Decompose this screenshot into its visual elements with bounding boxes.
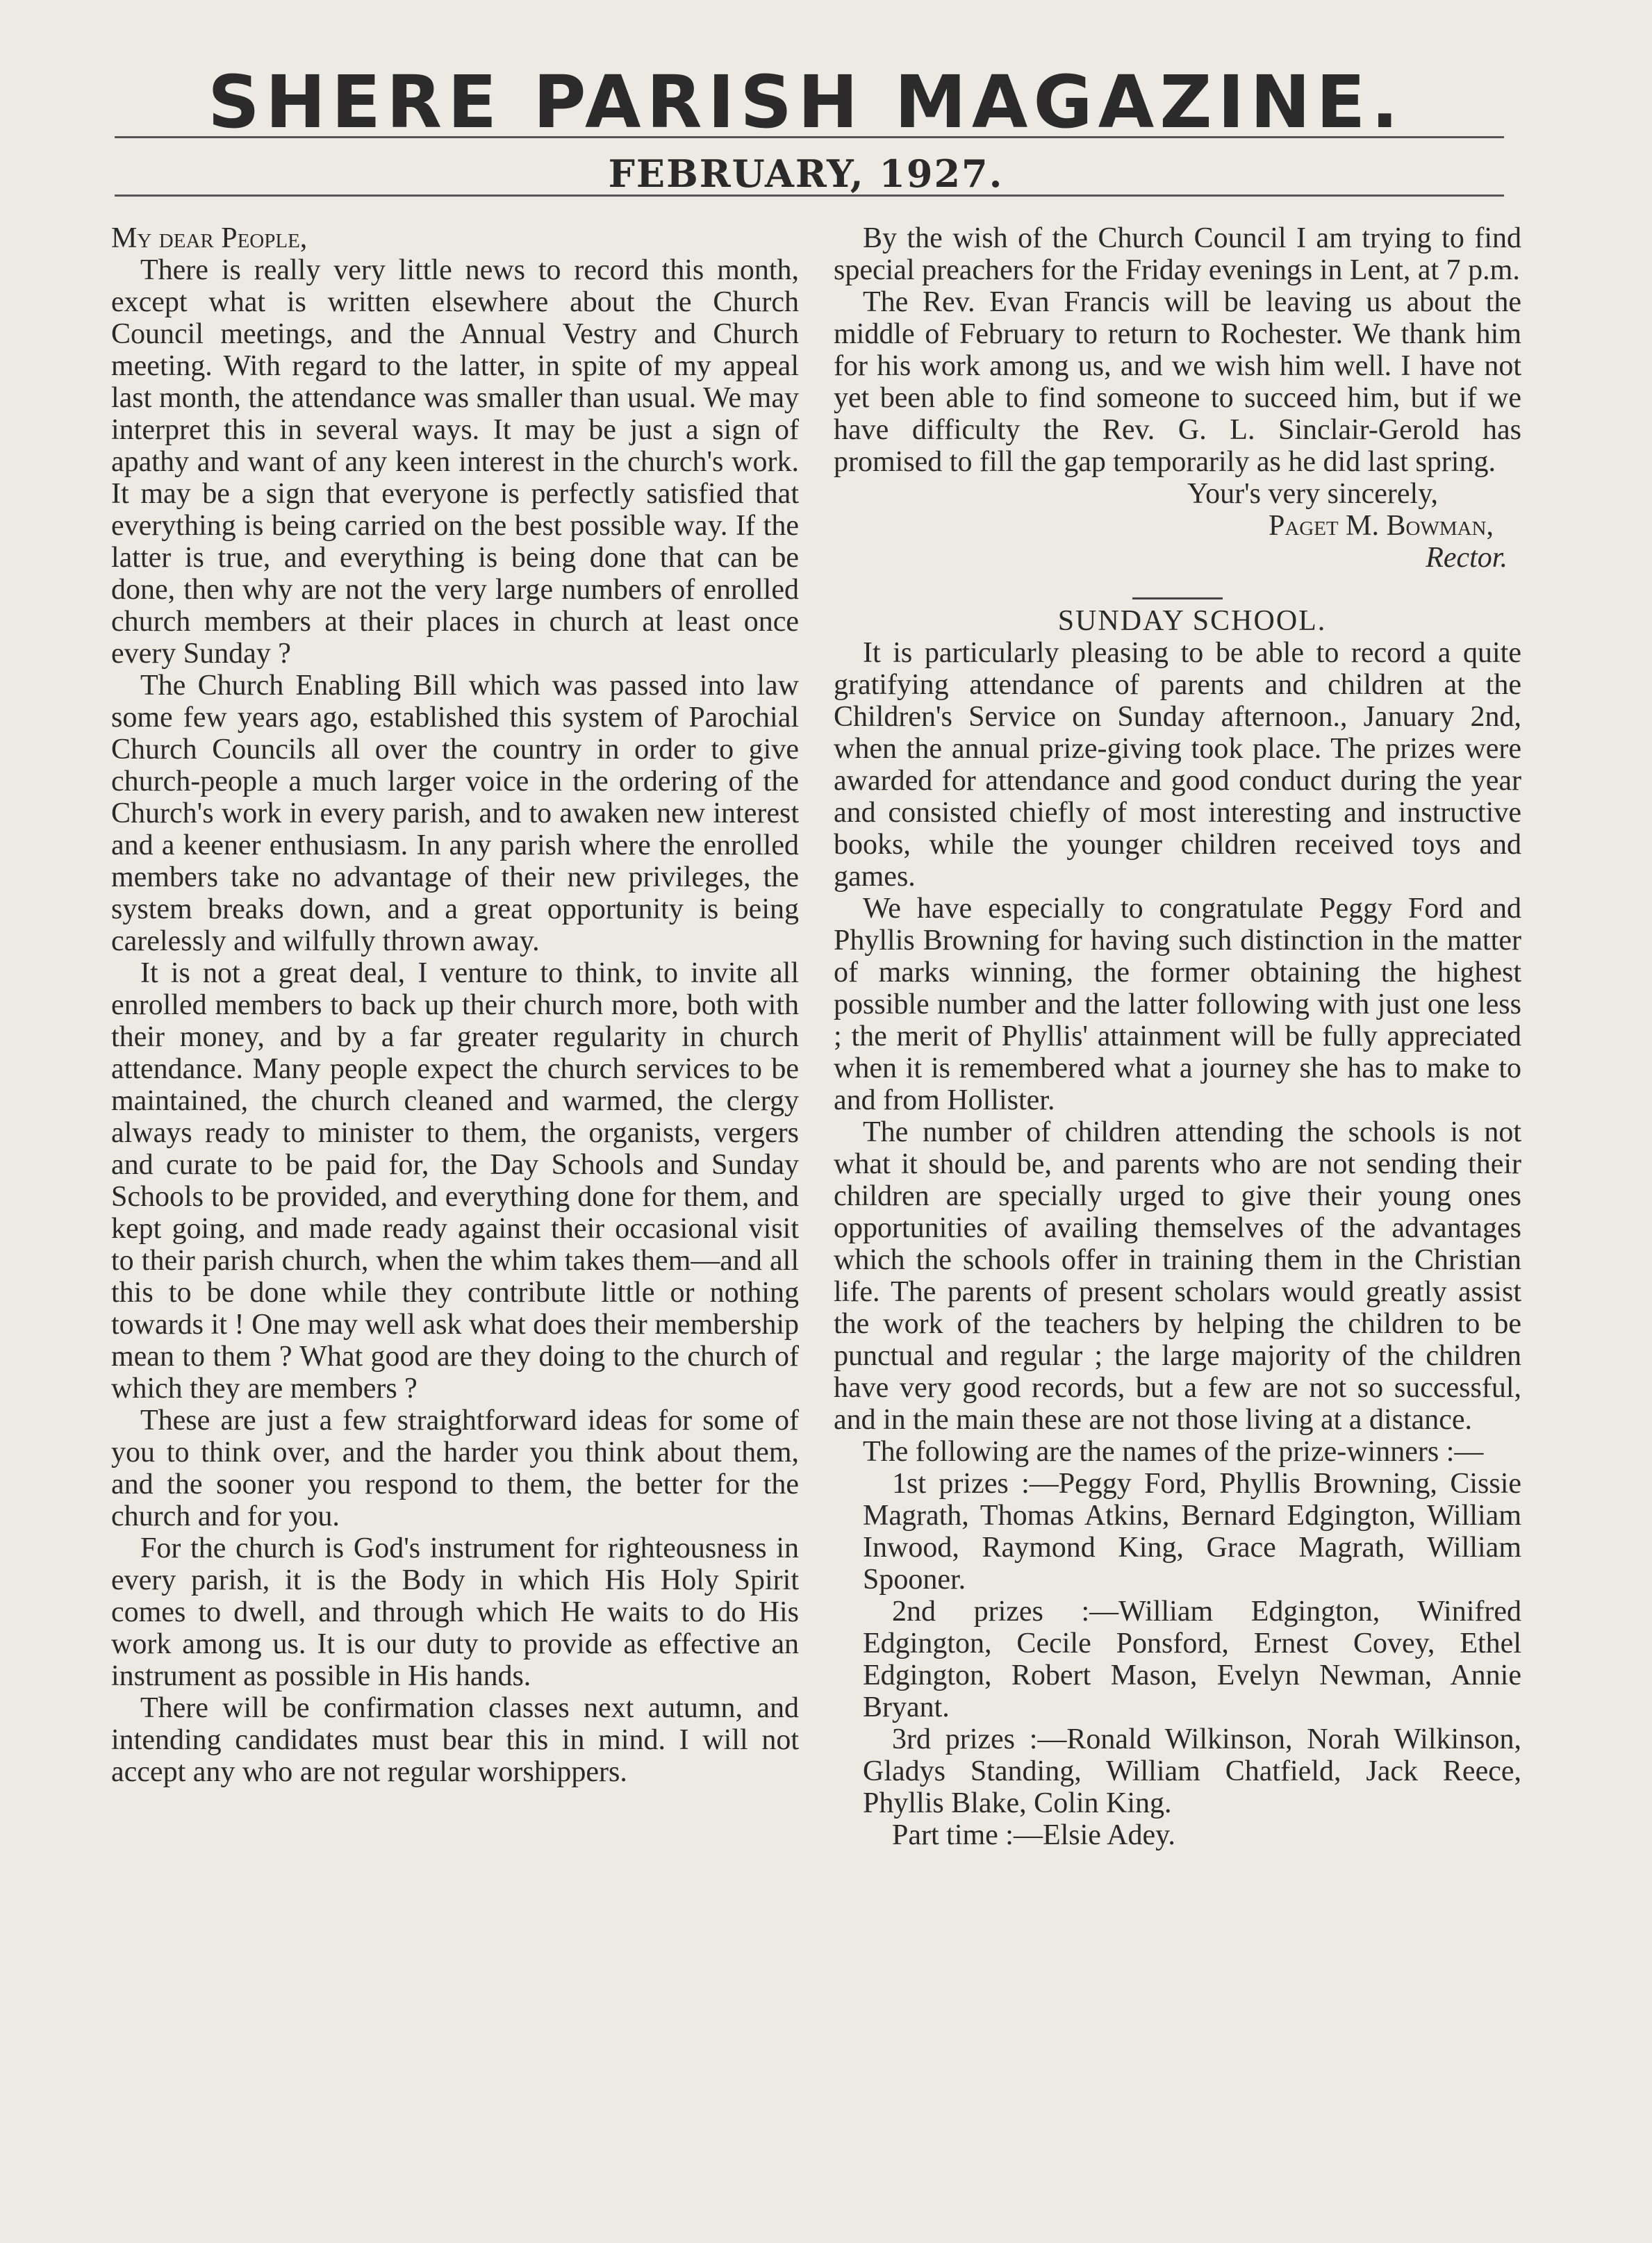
section-paragraph: We have especially to congratulate Peggy Ford and Phyllis Browning for having such distinction in the matter of marks winning, the former obtaining the highest possible number and the latter following with just one less ; the merit of Phyllis' attainment will be fully appreciated when it is remembered what a journey she has to make to and from Hollister. xyxy=(834,893,1521,1116)
letter-paragraph: There is really very little news to record this month, except what is written elsewhere about the Church Council meetings, and the Annual Vestry and Church meeting. With regard to the latter, in spite of my appeal last month, the attendance was smaller than usual. We may interpret this in several ways. It may be just a sign of apathy and want of any keen interest in the church's work. It may be a sign that everyone is perfectly satisfied that everything is being carried on the best possible way. If the latter is true, and everything is being done that can be done, then why are not the very large numbers of enrolled church members at their places in church at least once every Sunday ? xyxy=(111,254,799,670)
issue-date: FEBRUARY, 1927. xyxy=(608,151,1004,196)
magazine-title: SHERE PARISH MAGAZINE. xyxy=(208,60,1404,144)
letter-paragraph: These are just a few straightforward ideas for some of you to think over, and the harder you think about them, and the sooner you respond to them, the better for the church and for you. xyxy=(111,1405,799,1532)
letter-paragraph: For the church is God's instrument for righteousness in every parish, it is the Body in which His Holy Spirit comes to dwell, and through which He waits to do His work among us. It is our duty to provide as effective an instrument as possible in His hands. xyxy=(111,1532,799,1692)
letter-closing: Your's very sincerely, xyxy=(1187,478,1438,510)
letter-paragraph: The Church Enabling Bill which was passed into law some few years ago, established this system of Parochial Church Councils all over the country in order to give church-people a much larger voice in the ordering of the Church's work in every parish, and to awaken new interest and a keener enthusiasm. In any parish where the enrolled members take no advantage of their new privileges, the system breaks down, and a great opportunity is being carelessly and wilfully thrown away. xyxy=(111,670,799,957)
signer-role: Rector. xyxy=(1426,542,1508,574)
prize-list-item: 3rd prizes :—Ronald Wilkinson, Norah Wilkinson, Gladys Standing, William Chatfield, Jack Reece, Phyllis Blake, Colin King. xyxy=(863,1723,1521,1819)
section-title: SUNDAY SCHOOL. xyxy=(1057,605,1327,637)
prize-list-item: Part time :—Elsie Adey. xyxy=(892,1819,1175,1851)
masthead xyxy=(111,60,1501,144)
issue-rule xyxy=(115,194,1504,197)
letter-paragraph: The Rev. Evan Francis will be leaving us about the middle of February to return to Rochester. We thank him for his work among us, and we wish him well. I have not yet been able to find someone to succeed him, but if we have difficulty the Rev. G. L. Sinclair-Gerold has promised to fill the gap temporarily as he did last spring. xyxy=(834,286,1521,478)
salutation: My dear People, xyxy=(111,222,308,254)
left-column xyxy=(111,222,799,1788)
prize-list-item: 2nd prizes :—William Edgington, Winifred Edgington, Cecile Ponsford, Ernest Covey, Ethel Edgington, Robert Mason, Evelyn Newman, Annie Bryant. xyxy=(863,1596,1521,1723)
letter-signature: Paget M. Bowman, xyxy=(1268,510,1494,542)
section-paragraph: The following are the names of the prize-winners :— xyxy=(863,1436,1484,1468)
prize-list-item: 1st prizes :—Peggy Ford, Phyllis Browning, Cissie Magrath, Thomas Atkins, Bernard Edgington, William Inwood, Raymond King, Grace Magrath, William Spooner. xyxy=(863,1468,1521,1596)
letter-paragraph: There will be confirmation classes next autumn, and intending candidates must bear this in mind. I will not accept any who are not regular worshippers. xyxy=(111,1692,799,1788)
section-divider xyxy=(1132,597,1223,599)
right-column xyxy=(834,222,1521,1851)
letter-paragraph: By the wish of the Church Council I am trying to find special preachers for the Friday evenings in Lent, at 7 p.m. xyxy=(834,222,1521,286)
title-rule xyxy=(115,136,1504,138)
letter-paragraph: It is not a great deal, I venture to think, to invite all enrolled members to back up their church more, both with their money, and by a far greater regularity in church attendance. Many people expect the church services to be maintained, the church cleaned and warmed, the clergy always ready to minister to them, the organists, vergers and curate to be paid for, the Day Schools and Sunday Schools to be provided, and everything done for them, and kept going, and made ready against their occasional visit to their parish church, when the whim takes them—and all this to be done while they contribute little or nothing towards it ! One may well ask what does their membership mean to them ? What good are they doing to the church of which they are members ? xyxy=(111,957,799,1405)
section-paragraph: The number of children attending the schools is not what it should be, and parents who are not sending their children are specially urged to give their young ones opportunities of availing themselves of the advantages which the schools offer in training them in the Christian life. The parents of present scholars would greatly assist the work of the teachers by helping the children to be punctual and regular ; the large majority of the children have very good records, but a few are not so successful, and in the main these are not those living at a distance. xyxy=(834,1116,1521,1436)
section-paragraph: It is particularly pleasing to be able to record a quite gratifying attendance of parents and children at the Children's Service on Sunday afternoon., January 2nd, when the annual prize-giving took place. The prizes were awarded for attendance and good conduct during the year and consisted chiefly of most interesting and instructive books, while the younger children received toys and games. xyxy=(834,637,1521,893)
